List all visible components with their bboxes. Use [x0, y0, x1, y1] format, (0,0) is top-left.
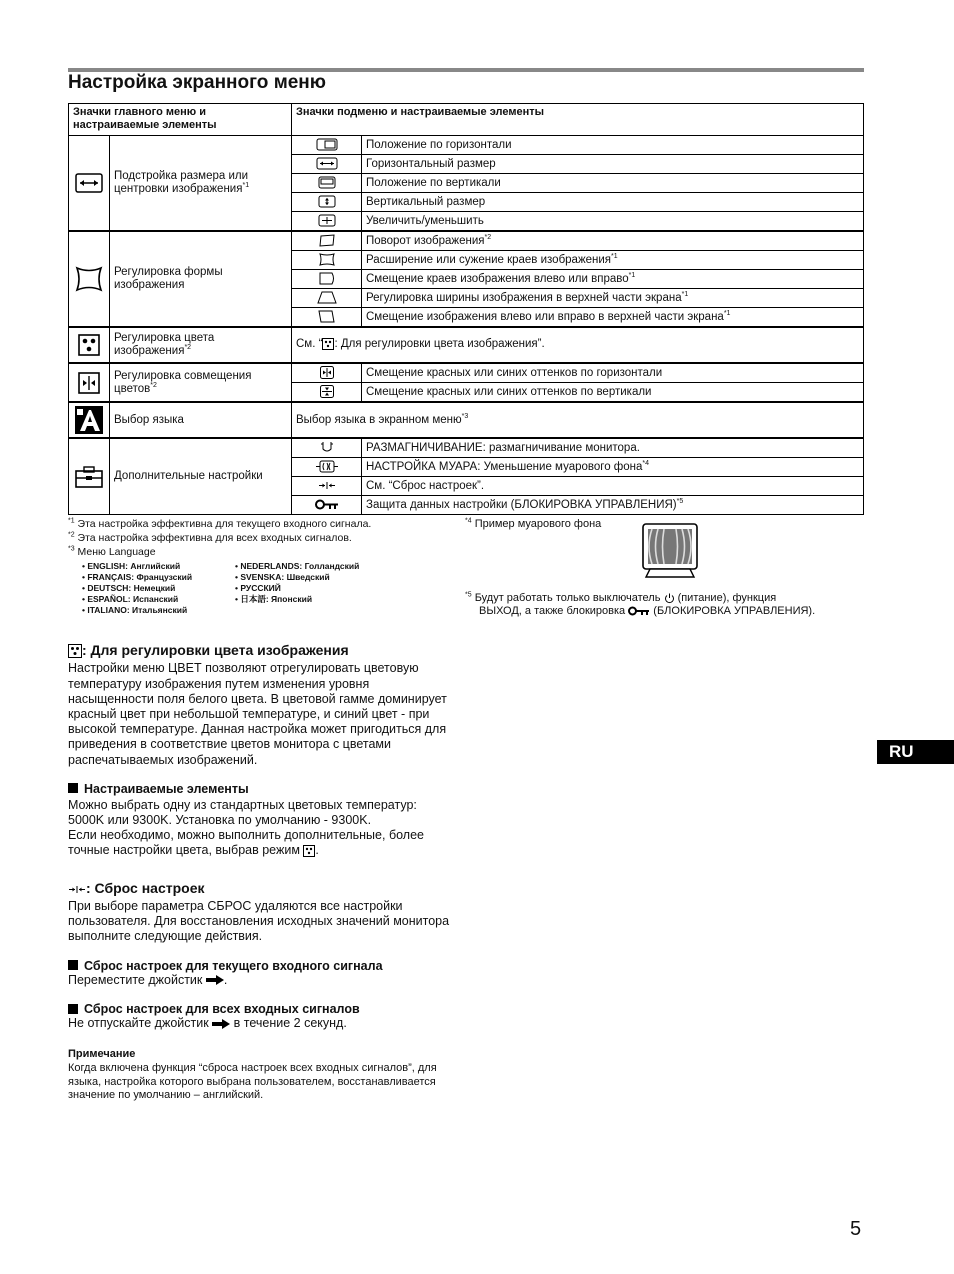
- language-item: • ENGLISH: Английский: [82, 561, 192, 572]
- language-item: • DEUTSCH: Немецкий: [82, 583, 192, 594]
- rotation-icon: [292, 231, 362, 251]
- color-section-body: Настройки меню ЦВЕТ позволяют отрегулировать цветовую температуру изображения путем изменения уровня насыщенности поля белого цвета. В цветовой гамме доминирует красный цвет при небольшой температуре, и синий цвет - при высокой температуре. Данная настройка может пригодиться для приведения в соответствие цветов монитора с цветами распечатываемых изображений.: [68, 661, 447, 767]
- reset-icon: [68, 885, 86, 894]
- key-icon: [292, 496, 362, 515]
- footnote-3: $^{*3}$ Меню Language: [68, 545, 156, 558]
- header-sub: Значки подменю и настраиваемые элементы: [292, 104, 864, 136]
- sub-item: Горизонтальный размер: [362, 155, 864, 174]
- sub-item: Смещение красных или синих оттенков по горизонтали: [362, 363, 864, 383]
- sub-item: РАЗМАГНИЧИВАНИЕ: размагничивание монитора.: [362, 438, 864, 458]
- geometry-icon: [69, 231, 110, 327]
- power-icon: [664, 593, 675, 604]
- language-item: • РУССКИЙ: [235, 583, 359, 594]
- footnote-4: $^{*4}$ Пример муарового фона: [465, 517, 602, 530]
- arrow-right-icon: [206, 975, 224, 985]
- sub-item: Смещение краев изображения влево или вправо$^{*1}$: [362, 270, 864, 289]
- adjustable-items-heading: Настраиваемые элементы: [68, 782, 453, 796]
- pincushion-icon: [292, 251, 362, 270]
- sub-item: Смещение красных или синих оттенков по вертикали: [362, 383, 864, 403]
- page-title: Настройка экранного меню: [68, 72, 327, 93]
- sub-item: Положение по вертикали: [362, 174, 864, 193]
- language-item: • 日本語: Японский: [235, 594, 359, 605]
- note-body: Когда включена функция “сброса настроек всех входных сигналов”, для языка, настройка которого выбрана пользователем, восстанавливается значение по умолчанию – английский.: [68, 1062, 437, 1102]
- header-main: Значки главного меню и настраиваемые элементы: [69, 104, 292, 136]
- language-item: • SVENSKA: Шведский: [235, 572, 359, 583]
- language-list-2: [235, 561, 359, 605]
- adjustable-items-body-2: Если необходимо, можно выполнить дополнительные, более точные настройки цвета, выбрав режим .: [68, 828, 424, 858]
- language-icon: [69, 402, 110, 438]
- sub-item: См. “Сброс настроек”.: [362, 477, 864, 496]
- language-item: • ESPAÑOL: Испанский: [82, 594, 192, 605]
- reset-all-body: Не отпускайте джойстик в течение 2 секунд.: [68, 1015, 347, 1030]
- keystone-icon: [292, 289, 362, 308]
- color-section: [68, 642, 453, 859]
- reset-current-body: Переместите джойстик .: [68, 972, 228, 987]
- reset-icon: [292, 477, 362, 496]
- language-item: • FRANÇAIS: Французский: [82, 572, 192, 583]
- group-label-options: Дополнительные настройки: [110, 438, 292, 515]
- language-item: • NEDERLANDS: Голландский: [235, 561, 359, 572]
- color-reference: См. “ : Для регулировки цвета изображения”.: [292, 327, 864, 363]
- v-size-icon: [292, 193, 362, 212]
- group-label-convergence: Регулировка совмещения цветов$^{*2}$: [110, 363, 292, 402]
- color-section-heading: : Для регулировки цвета изображения: [68, 642, 453, 658]
- v-position-icon: [292, 174, 362, 193]
- moire-icon: [292, 458, 362, 477]
- page-number: 5: [850, 1218, 862, 1240]
- pin-balance-icon: [292, 270, 362, 289]
- moire-example-image: [642, 523, 698, 579]
- arrow-right-icon: [212, 1019, 230, 1029]
- group-label-language: Выбор языка: [110, 402, 292, 438]
- language-list-1: [82, 561, 192, 616]
- options-icon: [69, 438, 110, 515]
- sub-item: Вертикальный размер: [362, 193, 864, 212]
- h-convergence-icon: [292, 363, 362, 383]
- zoom-icon: [292, 212, 362, 232]
- sub-item: Положение по горизонтали: [362, 136, 864, 155]
- color-small-icon: [303, 845, 315, 857]
- group-label-size: Подстройка размера или центровки изображения$^{*1}$: [110, 136, 292, 232]
- sub-item: Расширение или сужение краев изображения$^{*1}$: [362, 251, 864, 270]
- reset-section-body: При выборе параметра СБРОС удаляются все настройки пользователя. Для восстановления исходных значений монитора выполните следующие действия.: [68, 899, 450, 944]
- v-convergence-icon: [292, 383, 362, 403]
- convergence-icon: [69, 363, 110, 402]
- footnote-1: $^{*1}$ Эта настройка эффективна для текущего входного сигнала.: [68, 517, 372, 530]
- group-label-color: Регулировка цвета изображения$^{*2}$: [110, 327, 292, 363]
- sub-item: Защита данных настройки (БЛОКИРОВКА УПРАВЛЕНИЯ)$^{*5}$: [362, 496, 864, 515]
- sub-item: Смещение изображения влево или вправо в верхней части экрана$^{*1}$: [362, 308, 864, 328]
- menu-table: [68, 103, 864, 515]
- color-icon: [69, 327, 110, 363]
- note-heading: Примечание: [68, 1048, 136, 1061]
- footnote-5: $^{*5}$ Будут работать только выключатель (питание), функция ВЫХОД, а также блокировка (БЛОКИРОВКА УПРАВЛЕНИЯ).: [465, 591, 816, 617]
- reset-section-heading: : Сброс настроек: [68, 880, 453, 896]
- color-small-icon: [322, 338, 334, 350]
- group-label-geometry: Регулировка формы изображения: [110, 231, 292, 327]
- sub-item: Регулировка ширины изображения в верхней части экрана$^{*1}$: [362, 289, 864, 308]
- degauss-icon: [292, 438, 362, 458]
- reset-current-heading: Сброс настроек для текущего входного сигнала: [68, 959, 453, 973]
- sub-item: НАСТРОЙКА МУАРА: Уменьшение муарового фона$^{*4}$: [362, 458, 864, 477]
- size-center-icon: [69, 136, 110, 232]
- adjustable-items-body: Можно выбрать одну из стандартных цветовых температур: 5000K или 9300K. Установка по умолчанию - 9300K.: [68, 797, 417, 827]
- key-balance-icon: [292, 308, 362, 328]
- language-item: • ITALIANO: Итальянский: [82, 605, 192, 616]
- h-size-icon: [292, 155, 362, 174]
- footnote-2: $^{*2}$ Эта настройка эффективна для всех входных сигналов.: [68, 531, 352, 544]
- h-position-icon: [292, 136, 362, 155]
- sub-item: Увеличить/уменьшить: [362, 212, 864, 232]
- sub-item: Поворот изображения$^{*2}$: [362, 231, 864, 251]
- reset-section: [68, 880, 453, 1103]
- color-icon: [68, 644, 82, 658]
- language-description: Выбор языка в экранном меню$^{*3}$: [292, 402, 864, 438]
- reset-all-heading: Сброс настроек для всех входных сигналов: [68, 1002, 453, 1016]
- key-icon: [628, 606, 650, 616]
- language-tab: RU: [877, 740, 954, 764]
